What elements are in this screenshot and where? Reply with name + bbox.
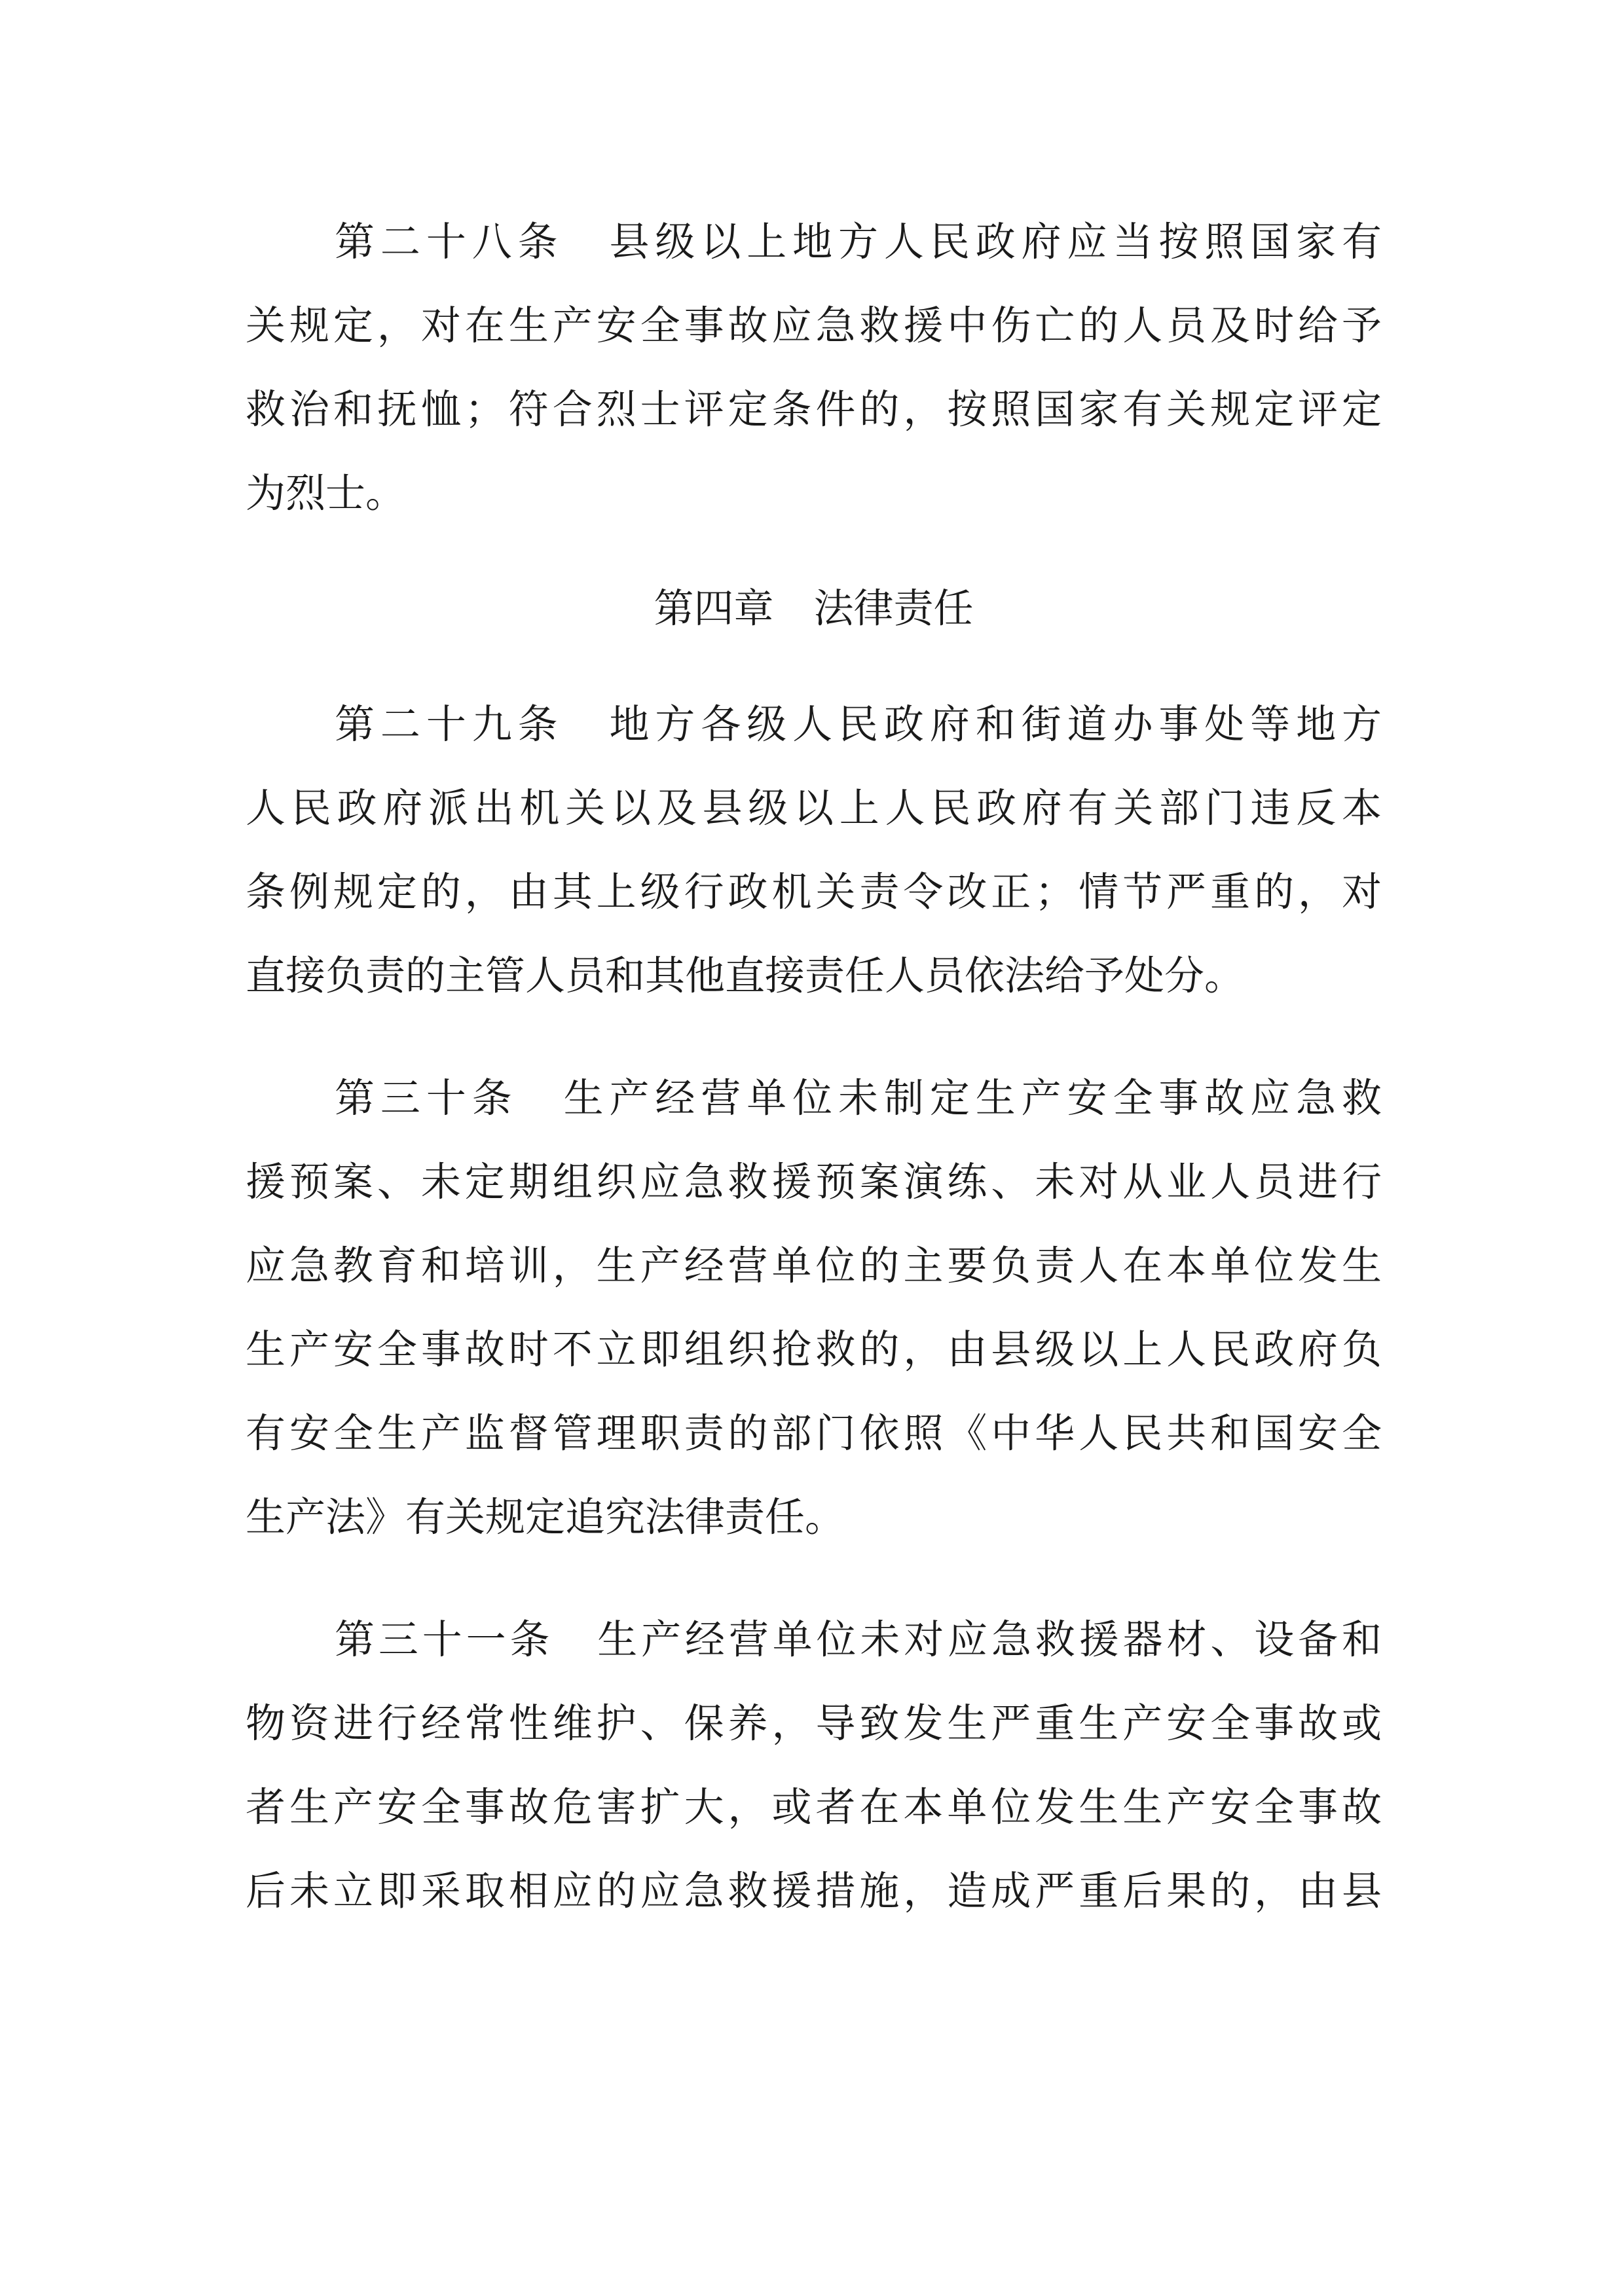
article-30-line-5: 有安全生产监督管理职责的部门依照《中华人民共和国安全 <box>246 1410 1382 1457</box>
article-29-line-2: 人民政府派出机关以及县级以上人民政府有关部门违反本 <box>246 785 1382 831</box>
article-30-line-4: 生产安全事故时不立即组织抢救的，由县级以上人民政府负 <box>246 1326 1382 1373</box>
article-28-line-3: 救治和抚恤；符合烈士评定条件的，按照国家有关规定评定 <box>246 386 1382 433</box>
article-31-text-1: 生产经营单位未对应急救援器材、设备和 <box>597 1616 1382 1663</box>
article-29-line-3: 条例规定的，由其上级行政机关责令改正；情节严重的，对 <box>246 869 1382 915</box>
article-29-label: 第二十九条 <box>335 701 564 748</box>
article-29-line-1 <box>335 699 1382 751</box>
article-30-line-3: 应急教育和培训，生产经营单位的主要负责人在本单位发生 <box>246 1243 1382 1289</box>
article-30-line-6: 生产法》有关规定追究法律责任。 <box>246 1494 845 1540</box>
article-31-line-3: 者生产安全事故危害扩大，或者在本单位发生生产安全事故 <box>246 1784 1382 1831</box>
article-31-label: 第三十一条 <box>335 1616 554 1663</box>
article-30-text-1: 生产经营单位未制定生产安全事故应急救 <box>563 1075 1382 1121</box>
article-29-text-1: 地方各级人民政府和街道办事处等地方 <box>609 701 1382 748</box>
article-31-line-1 <box>335 1614 1382 1666</box>
article-29-line-4: 直接负责的主管人员和其他直接责任人员依法给予处分。 <box>246 953 1245 999</box>
article-31-line-4: 后未立即采取相应的应急救援措施，造成严重后果的，由县 <box>246 1868 1382 1914</box>
article-30-line-1 <box>335 1072 1382 1125</box>
article-30-label: 第三十条 <box>335 1075 518 1121</box>
article-28-line-1 <box>335 216 1382 268</box>
article-28-label: 第二十八条 <box>335 219 564 265</box>
chapter-heading: 第四章 法律责任 <box>654 585 974 632</box>
article-30-line-2: 援预案、未定期组织应急救援预案演练、未对从业人员进行 <box>246 1159 1382 1205</box>
article-28-line-4: 为烈士。 <box>246 470 406 517</box>
article-28-text-1: 县级以上地方人民政府应当按照国家有 <box>609 219 1382 265</box>
article-28-line-2: 关规定，对在生产安全事故应急救援中伤亡的人员及时给予 <box>246 302 1382 349</box>
article-31-line-2: 物资进行经常性维护、保养，导致发生严重生产安全事故或 <box>246 1700 1382 1747</box>
